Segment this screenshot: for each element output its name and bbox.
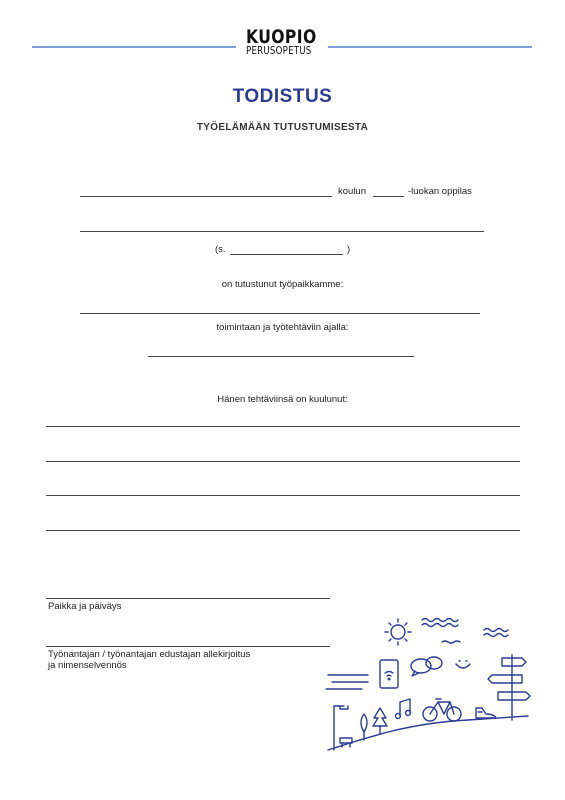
tasks-heading: Hänen tehtäviinsä on kuulunut:: [217, 394, 348, 405]
tasks-line-4[interactable]: [46, 530, 520, 531]
school-label: koulun: [338, 186, 366, 197]
sneaker-icon: [476, 708, 496, 718]
visited-workplace-label: on tutustunut työpaikkamme:: [221, 279, 344, 290]
speech-bubbles-icon: [411, 657, 442, 676]
music-note-icon: [396, 699, 411, 719]
bicycle-icon: [423, 699, 461, 721]
document-subtitle: TYÖELÄMÄÄN TUTUSTUMISESTA: [196, 122, 369, 133]
smiley-icon: [456, 661, 470, 668]
wave-icon: [422, 619, 508, 644]
kuopio-logo: [246, 28, 322, 57]
workplace-field[interactable]: [80, 313, 480, 314]
kuopio-illustration: [322, 600, 532, 760]
document-title: TODISTUS: [232, 86, 333, 107]
place-date-label: Paikka ja päiväys: [48, 601, 122, 612]
birth-close-label: ): [347, 244, 351, 255]
class-label: -luokan oppilas: [408, 186, 472, 197]
school-name-field[interactable]: [80, 231, 484, 232]
birth-open-label: (s.: [215, 244, 226, 255]
tasks-line-3[interactable]: [46, 495, 520, 496]
header-rule-right: [328, 46, 532, 48]
signature-label-line1: Työnantajan / työnantajan edustajan allekirjoitus: [48, 649, 251, 660]
signature-field[interactable]: [46, 646, 330, 647]
birth-date-field[interactable]: [230, 254, 343, 255]
class-field[interactable]: [373, 196, 404, 197]
student-name-field[interactable]: [80, 196, 332, 197]
logo-sub-text: PERUSOPETUS: [246, 45, 312, 57]
signpost-icon: [488, 655, 530, 720]
tasks-line-1[interactable]: [46, 426, 520, 427]
place-date-field[interactable]: [46, 598, 330, 599]
header-rule-left: [32, 46, 236, 48]
smartphone-icon: [380, 660, 398, 688]
logo-main-text: KUOPIO: [246, 26, 317, 48]
period-field[interactable]: [148, 356, 414, 357]
speed-lines: [326, 675, 368, 689]
tasks-line-2[interactable]: [46, 461, 520, 462]
sun-icon: [385, 619, 411, 645]
activities-label: toimintaan ja työtehtäviin ajalla:: [216, 322, 349, 333]
signature-label-line2: ja nimenselvennös: [48, 660, 127, 671]
